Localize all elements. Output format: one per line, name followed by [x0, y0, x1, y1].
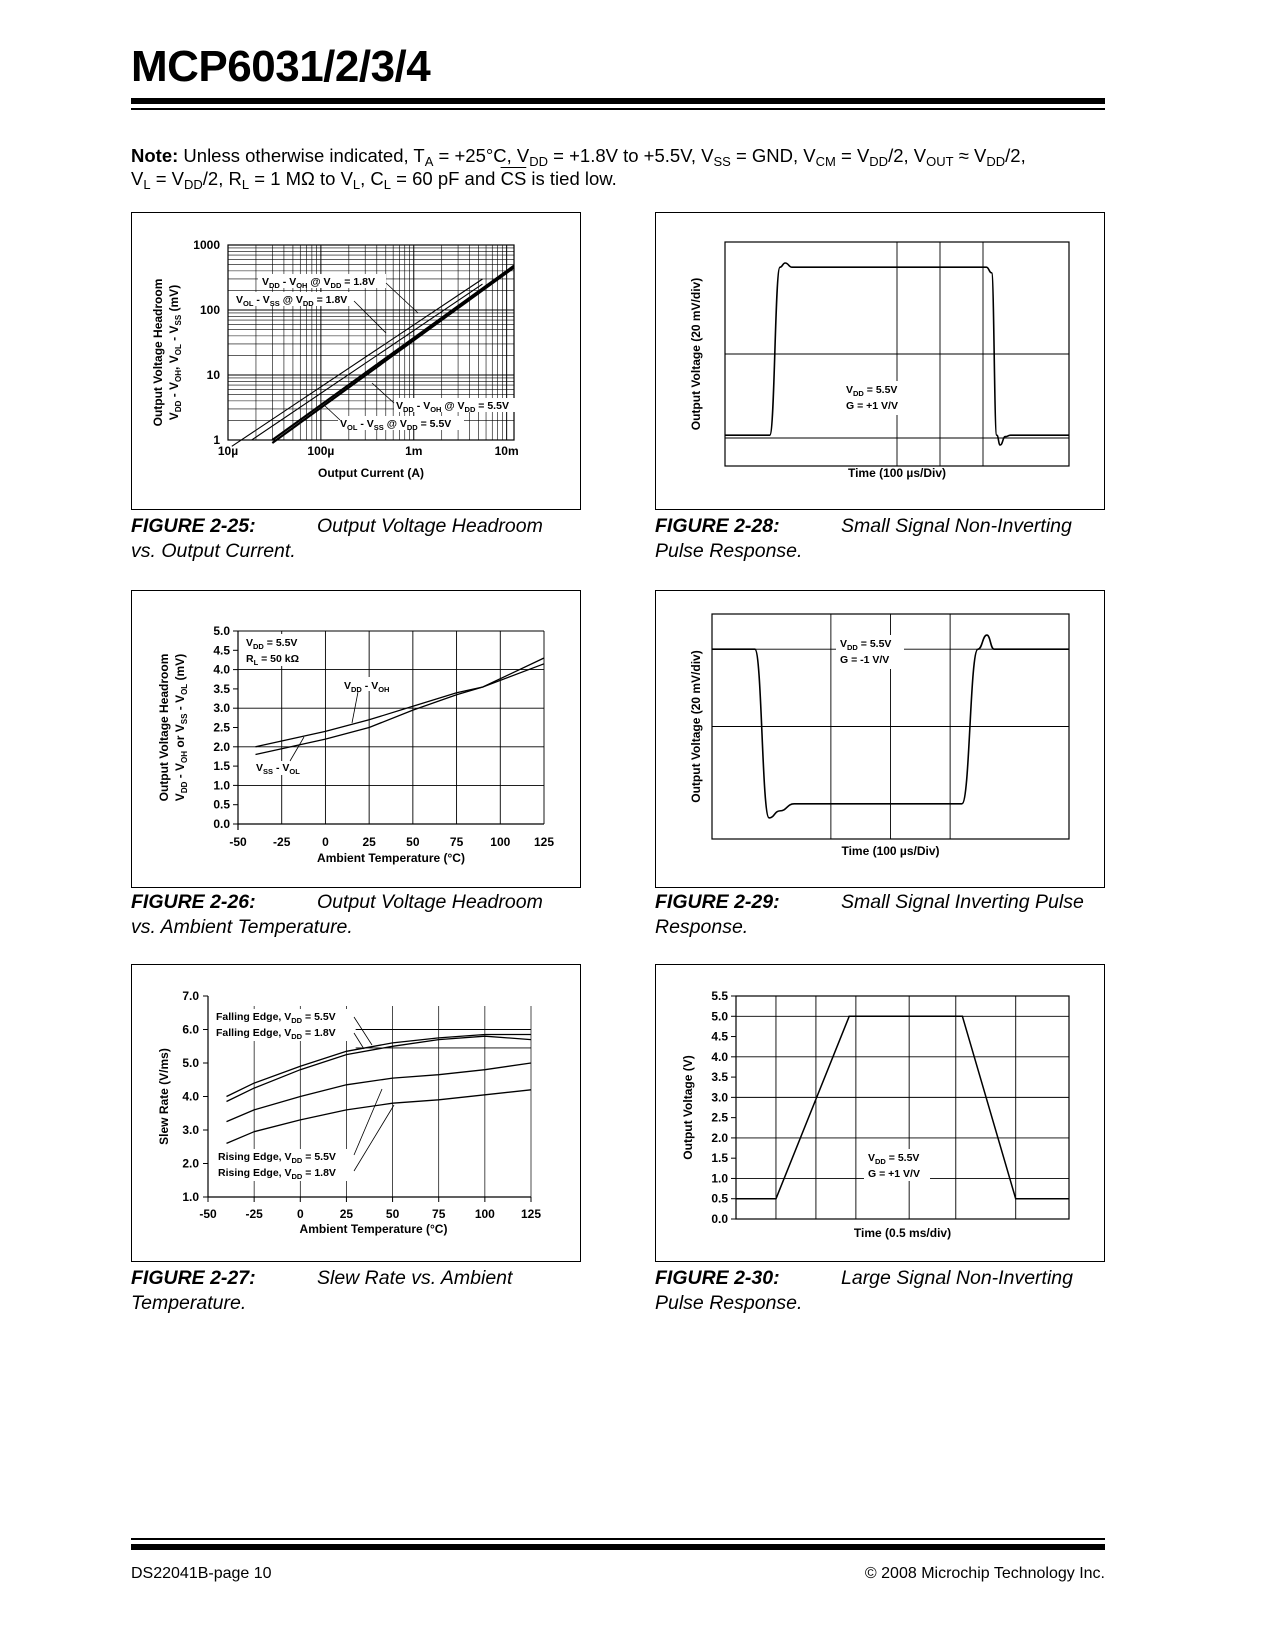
series-line	[227, 1063, 532, 1122]
y-axis-label-2	[167, 285, 183, 420]
y-tick-label: 2.0	[711, 1130, 728, 1145]
figure-2-27-chart	[132, 965, 580, 1261]
y-tick-label: 5.5	[711, 989, 728, 1003]
annotation-text: = 5.5V	[302, 1151, 336, 1163]
annotation-subscript: DD	[269, 281, 280, 290]
y-tick-label: 0.5	[711, 1191, 728, 1206]
figure-2-25-caption: FIGURE 2-25: Output Voltage Headroom vs. Output Current.	[131, 515, 543, 562]
figure-2-26-chart	[132, 591, 580, 887]
leader-line	[354, 1017, 372, 1045]
figure-2-25-chart	[132, 213, 580, 509]
annotation-subscript: OL	[243, 299, 254, 308]
y-tick-label: 1.0	[213, 778, 230, 793]
annotation-subscript: OH	[296, 281, 308, 290]
annotation-text: - V	[413, 400, 431, 412]
figure-2-28-chart	[656, 213, 1104, 509]
y-tick-label: 2.5	[711, 1110, 728, 1125]
annotation-text: = 1.8V	[302, 1167, 336, 1179]
axis-label-part: - V	[173, 694, 187, 714]
note-label: Note:	[131, 145, 179, 166]
figure-2-27-frame	[131, 964, 581, 1262]
x-axis-label: Output Current (A)	[318, 466, 424, 480]
axis-label-part: DD	[180, 781, 189, 794]
leader-line	[354, 1033, 364, 1049]
y-tick-label: 4.0	[213, 662, 230, 677]
axis-label-part: DD	[174, 400, 183, 413]
x-axis-label: Time (100 µs/Div)	[841, 844, 940, 858]
annotation-text: V	[396, 400, 404, 412]
figure-2-25-frame	[131, 212, 581, 510]
axis-label-part: or V	[173, 724, 187, 751]
annotation-gain	[846, 400, 898, 412]
annotation-text: - V	[273, 762, 290, 774]
annotation-subscript: DD	[291, 1016, 303, 1025]
annotation-subscript: SS	[269, 299, 280, 308]
y-axis-label: Output Voltage Headroom	[151, 278, 165, 427]
y-tick-label: 5.0	[182, 1056, 199, 1070]
annotation-text: @ V	[441, 400, 465, 412]
page-title: MCP6031/2/3/4	[131, 42, 431, 91]
annotation-rise-55	[218, 1151, 336, 1165]
annotation-text: Rising Edge, V	[218, 1167, 292, 1179]
annotation-subscript: DD	[406, 423, 418, 432]
axis-label-part: OL	[180, 683, 189, 695]
x-tick-label: 25	[339, 1207, 354, 1221]
leader-line	[324, 405, 340, 420]
annotation-text: = 50 kΩ	[258, 653, 300, 665]
y-tick-label: 1.0	[711, 1171, 728, 1186]
annotation-text: = 5.5V	[475, 400, 509, 412]
annotation-text: G = +1 V/V	[846, 400, 898, 412]
y-tick-label: 1.5	[711, 1151, 728, 1166]
y-tick-label: 2.5	[213, 720, 230, 735]
x-tick-label: 100µ	[307, 444, 335, 458]
leader-line	[290, 737, 304, 761]
annotation-text: @ V	[307, 276, 331, 288]
figure-2-27-caption: FIGURE 2-27: Slew Rate vs. Ambient Temperature.	[131, 1267, 513, 1314]
figure-2-29-caption: FIGURE 2-29: Small Signal Inverting Pulse Response.	[655, 891, 1084, 938]
annotation-2	[236, 294, 347, 308]
x-tick-label: 75	[449, 835, 464, 849]
figure-2-26-frame	[131, 590, 581, 888]
annotation-text: - V	[357, 418, 374, 430]
annotation-text: = 5.5V	[863, 384, 898, 396]
axis-label-part: OH	[180, 750, 189, 763]
x-axis-label: Ambient Temperature (°C)	[299, 1222, 448, 1236]
annotation-text: V	[840, 638, 848, 650]
leader-line	[386, 283, 418, 313]
x-tick-label: 100	[474, 1207, 495, 1221]
annotation-subscript: DD	[351, 685, 362, 694]
x-tick-label: -50	[199, 1207, 217, 1221]
annotation-subscript: DD	[302, 299, 314, 308]
annotation-text: - V	[253, 294, 270, 306]
x-tick-label: 25	[362, 835, 376, 849]
x-axis-label: Time (0.5 ms/div)	[853, 1226, 952, 1240]
annotation-subscript: OL	[289, 767, 300, 776]
plot-area	[736, 996, 1069, 1219]
axis-label-part: OL	[174, 344, 183, 356]
header-rule	[131, 98, 1105, 104]
x-tick-label: 125	[533, 835, 555, 849]
annotation-fall-18	[216, 1027, 336, 1041]
y-tick-label: 0.0	[213, 817, 230, 831]
y-tick-label: 4.5	[213, 643, 230, 658]
y-axis-label: Output Voltage Headroom	[157, 653, 171, 802]
annotation-subscript: SS	[373, 423, 384, 432]
y-axis-label: Slew Rate (V/ms)	[157, 1048, 171, 1145]
annotation-subscript: OL	[347, 423, 358, 432]
annotation-subscript: DD	[291, 1172, 303, 1181]
annotation-text: V	[344, 680, 352, 692]
annotation-text: = 1.8V	[313, 294, 348, 306]
axis-label-part: - V	[167, 381, 181, 401]
annotation-text: - V	[361, 680, 379, 692]
annotation-text: = 1.8V	[341, 276, 375, 288]
axis-label-part: (mV)	[173, 653, 187, 684]
annotation-subscript: DD	[291, 1156, 303, 1165]
y-tick-label: 1000	[193, 238, 220, 252]
leader-line	[354, 1105, 394, 1171]
axis-label-part: - V	[167, 325, 181, 345]
axis-label-part: SS	[174, 314, 183, 326]
x-tick-label: 10µ	[217, 444, 239, 458]
y-tick-label: 2.0	[213, 739, 230, 754]
annotation-gain	[840, 654, 889, 666]
leader-line	[352, 692, 358, 723]
figure-2-28-caption: FIGURE 2-28: Small Signal Non-Inverting Pulse Response.	[655, 515, 1072, 562]
y-tick-label: 3.5	[213, 681, 230, 696]
y-tick-label: 3.0	[182, 1123, 199, 1137]
axis-label-part: (mV)	[167, 284, 181, 315]
annotation-text: V	[340, 418, 348, 430]
x-tick-label: -25	[245, 1207, 263, 1221]
x-tick-label: 0	[322, 835, 329, 849]
annotation-text: V	[846, 384, 854, 396]
y-tick-label: 7.0	[182, 989, 199, 1003]
y-tick-label: 3.0	[213, 701, 230, 716]
y-tick-label: 10	[206, 368, 220, 382]
figure-2-30-chart	[656, 965, 1104, 1261]
figure-2-29-chart	[656, 591, 1104, 887]
annotation-text: = 5.5V	[263, 637, 298, 649]
footer-rule	[131, 1544, 1105, 1550]
annotation-text: = 1.8V	[302, 1027, 336, 1039]
annotation-subscript: SS	[263, 767, 274, 776]
leader-line	[372, 383, 394, 403]
y-axis-label-2	[173, 654, 189, 801]
annotation-subscript: DD	[253, 642, 264, 651]
figure-2-29-frame	[655, 590, 1105, 888]
x-tick-label: 0	[296, 1207, 304, 1221]
annotation-text: V	[256, 762, 264, 774]
annotation-subscript: DD	[853, 389, 864, 398]
annotation-4	[340, 418, 451, 432]
y-tick-label: 2.0	[182, 1156, 199, 1171]
footer-doc-id: DS22041B-page 10	[131, 1565, 272, 1582]
annotation-subscript: OH	[430, 405, 442, 414]
x-tick-label: -25	[273, 835, 291, 849]
x-axis-label: Time (100 µs/Div)	[847, 466, 947, 480]
y-axis-label: Output Voltage (20 mV/div)	[689, 650, 703, 803]
annotation-subscript: DD	[403, 405, 414, 414]
axis-label-part: V	[173, 793, 187, 802]
annotation-subscript: DD	[464, 405, 476, 414]
y-tick-label: 5.0	[711, 1009, 728, 1024]
axis-label-part: SS	[180, 713, 189, 725]
annotation-text: Falling Edge, V	[216, 1027, 292, 1039]
axis-label-part: - V	[173, 762, 187, 782]
x-tick-label: 50	[385, 1207, 400, 1221]
figure-2-30-frame	[655, 964, 1105, 1262]
footer-copyright: © 2008 Microchip Technology Inc.	[864, 1565, 1105, 1582]
figure-2-28-frame	[655, 212, 1105, 510]
annotation-text: G = -1 V/V	[840, 654, 890, 666]
y-axis-label: Output Voltage (20 mV/div)	[689, 277, 703, 431]
annotation-text: = 5.5V	[857, 638, 892, 650]
y-tick-label: 5.0	[213, 624, 230, 638]
annotation-text: V	[246, 637, 254, 649]
annotation-text: @ V	[279, 294, 303, 306]
y-tick-label: 1	[213, 433, 220, 447]
annotation-gain	[868, 1168, 920, 1180]
annotation-text: = 5.5V	[417, 418, 452, 430]
annotation-text: Falling Edge, V	[216, 1011, 292, 1023]
annotation-text: V	[236, 294, 244, 306]
y-tick-label: 1.0	[182, 1190, 199, 1204]
annotation-text: V	[262, 276, 270, 288]
annotation-text: - V	[279, 276, 297, 288]
series-line	[227, 1090, 532, 1144]
y-tick-label: 0.0	[711, 1212, 728, 1226]
annotation-text: R	[246, 653, 254, 665]
annotation-subscript: DD	[330, 281, 342, 290]
annotation-3	[396, 400, 509, 414]
y-tick-label: 4.0	[182, 1089, 199, 1104]
y-tick-label: 4.0	[711, 1049, 728, 1064]
header-rule-thin	[131, 108, 1105, 110]
y-tick-label: 3.5	[711, 1070, 728, 1085]
x-tick-label: 10m	[494, 444, 519, 458]
y-tick-label: 3.0	[711, 1090, 728, 1105]
annotation-text: = 5.5V	[302, 1011, 336, 1023]
annotation-rise-18	[218, 1167, 336, 1181]
annotation-text: G = +1 V/V	[868, 1168, 920, 1180]
y-tick-label: 0.5	[213, 797, 230, 812]
axis-label-part: OH	[174, 369, 183, 382]
leader-line	[354, 301, 386, 333]
x-tick-label: 100	[490, 835, 511, 849]
figure-2-30-caption: FIGURE 2-30: Large Signal Non-Inverting Pulse Response.	[655, 1267, 1073, 1314]
y-tick-label: 1.5	[213, 759, 230, 774]
annotation-subscript: DD	[291, 1032, 303, 1041]
y-tick-label: 4.5	[711, 1029, 728, 1044]
x-tick-label: 50	[406, 835, 420, 849]
annotation-text: V	[868, 1152, 876, 1164]
conditions-note: Note: Unless otherwise indicated, $T_A = +25^\circ C$, $V_{DD} = +1.8V$ to +5.5V, $V_{SS}$ = GND, $V_{CM} = V_{DD}/2$, $V_{OUT} \approx V_{DD}/2$, $V_L = V_{DD}/2$, $R_L = 1$ MΩ to $V_L$, $C_L = 60$ pF and $\overline{CS}$ is tied low.	[131, 145, 1026, 192]
y-tick-label: 6.0	[182, 1022, 199, 1037]
annotation-text: Rising Edge, V	[218, 1151, 292, 1163]
x-tick-label: -50	[229, 835, 247, 849]
x-axis-label: Ambient Temperature (°C)	[317, 851, 465, 865]
y-tick-label: 100	[199, 303, 220, 317]
footer-rule-thin	[131, 1538, 1105, 1540]
y-axis-label: Output Voltage (V)	[681, 1055, 695, 1160]
x-tick-label: 125	[520, 1207, 542, 1221]
axis-label-part: V	[167, 412, 181, 421]
figure-2-26-caption: FIGURE 2-26: Output Voltage Headroom vs. Ambient Temperature.	[131, 891, 543, 938]
leader-line	[354, 1089, 382, 1155]
annotation-text: @ V	[383, 418, 407, 430]
annotation-subscript: OH	[378, 685, 390, 694]
annotation-fall-55	[216, 1011, 336, 1025]
x-tick-label: 75	[432, 1207, 446, 1221]
annotation-subscript: DD	[875, 1157, 886, 1166]
annotation-subscript: DD	[847, 643, 858, 652]
series-line	[227, 1035, 532, 1097]
axis-label-part: , V	[167, 355, 181, 370]
annotation-1	[262, 276, 375, 290]
annotation-text: = 5.5V	[885, 1152, 920, 1164]
x-tick-label: 1m	[405, 444, 423, 458]
annotation-subscript: L	[253, 658, 259, 667]
